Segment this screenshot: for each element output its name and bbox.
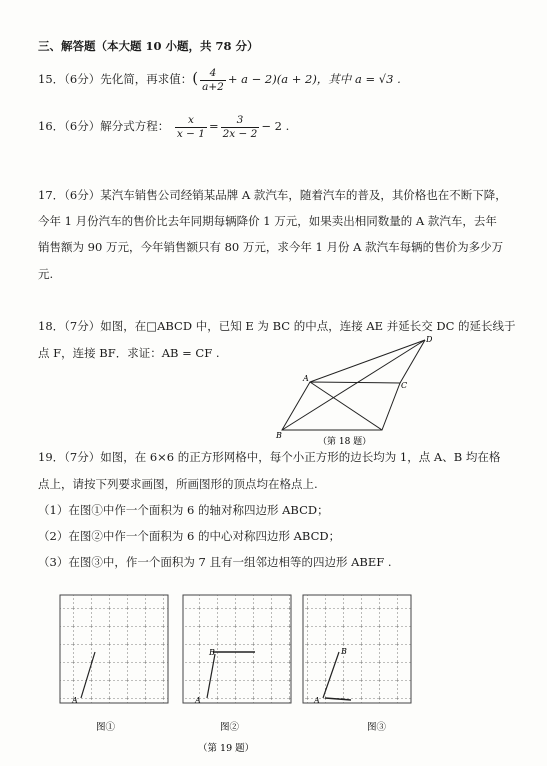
q17-line-1: 17．（6分）某汽车销售公司经销某品牌 A 款汽车，随着汽车的普及，其价格也在不断下降， bbox=[38, 188, 507, 202]
grid-2-point-a: A bbox=[195, 696, 201, 705]
q19-sub-1: （1）在图①中作一个面积为 6 的轴对称四边形 ABCD； bbox=[38, 503, 329, 517]
grid-caption-2: 图② bbox=[220, 722, 240, 733]
q16-label: 16．（6分）解分式方程： bbox=[38, 119, 170, 133]
q17-line-4: 元. bbox=[38, 267, 54, 281]
grid-caption-1: 图① bbox=[96, 722, 116, 733]
q17-line-3: 销售额为 90 万元，今年销售额只有 80 万元，求今年 1 月份 A 款汽车每辆的售价为多少万 bbox=[38, 240, 504, 254]
grid-3 bbox=[303, 595, 411, 705]
q18-parallelogram-abcd bbox=[282, 382, 400, 430]
q17-line-2: 今年 1 月份汽车的售价比去年同期每辆降价 1 万元，如果卖出相同数量的 A 款汽车，去年 bbox=[38, 214, 497, 228]
q18-point-b: B bbox=[276, 431, 282, 440]
q15-label: 15．（6分）先化简，再求值： bbox=[38, 72, 193, 86]
q15-fraction: $\frac{4}{a+2}$ bbox=[202, 67, 224, 93]
q18-point-a: A bbox=[303, 374, 309, 383]
q19-line-2: 点上，请按下列要求画图，所画图形的顶点均在格点上. bbox=[38, 477, 318, 491]
q16-lhs-fraction: $\frac{x}{x - 1}$ bbox=[176, 114, 205, 140]
q19-line-1: 19．（7分）如图，在 6×6 的正方形网格中，每个小正方形的边长均为 1，点 A、B 均在格 bbox=[38, 450, 501, 464]
grid-2-point-b: B bbox=[209, 648, 215, 657]
q18-line-1: 18．（7分）如图，在□ABCD 中，已知 E 为 BC 的中点，连接 AE 并延长交 DC 的延长线于 bbox=[38, 319, 516, 333]
grid-2 bbox=[183, 595, 291, 705]
q18-line-2: 点 F，连接 BF．求证：AB = CF . bbox=[38, 346, 220, 360]
question-15: 15．（6分）先化简，再求值：( $\frac{4}{a+2}$ + a − 2)(a + 2)，其中 a = √3 . bbox=[38, 67, 401, 93]
q16-rhs-fraction: $\frac{3}{2x - 2}$ bbox=[222, 114, 258, 140]
q19-sub-3: （3）在图③中，作一个面积为 7 且有一组邻边相等的四边形 ABEF . bbox=[38, 555, 392, 569]
grid-3-point-b: B bbox=[341, 647, 347, 656]
q19-figure-caption: （第 19 题） bbox=[198, 743, 255, 754]
section-title: 三、解答题（本大题 10 小题，共 78 分） bbox=[38, 39, 259, 53]
grid-1 bbox=[60, 595, 168, 705]
q15-expression: + a − 2)(a + 2)，其中 bbox=[227, 72, 352, 86]
q16-tail: − 2 . bbox=[261, 119, 290, 133]
grid-3-point-a: A bbox=[314, 696, 320, 705]
question-16: 16．（6分）解分式方程： $\frac{x}{x - 1}$ = $\frac{3}{2x - 2}$ − 2 . bbox=[38, 114, 290, 140]
q19-grid-figures bbox=[55, 590, 425, 755]
q18-point-d: D bbox=[426, 335, 433, 344]
q15-condition: a = √3 . bbox=[354, 72, 401, 86]
q19-sub-2: （2）在图②中作一个面积为 6 的中心对称四边形 ABCD； bbox=[38, 529, 341, 543]
q18-line-cd-ext bbox=[400, 340, 425, 383]
q18-figure-caption: （第 18 题） bbox=[318, 437, 372, 447]
grid-caption-3: 图③ bbox=[367, 722, 387, 733]
grid-1-point-a: A bbox=[72, 696, 78, 705]
q18-parallelogram-figure bbox=[270, 330, 450, 450]
q18-point-c: C bbox=[401, 381, 408, 390]
